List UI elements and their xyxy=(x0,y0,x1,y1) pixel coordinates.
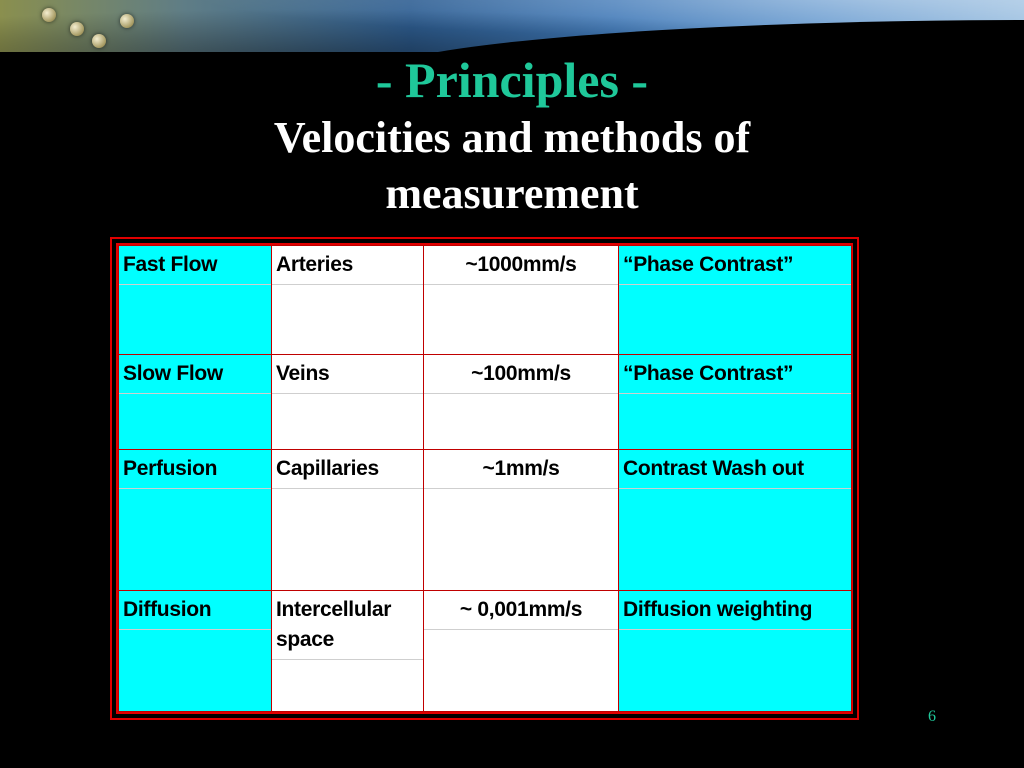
table-row xyxy=(119,355,852,450)
flow-type-label: Diffusion xyxy=(119,591,271,630)
circuit-dot-icon xyxy=(70,22,84,36)
method-label: “Phase Contrast” xyxy=(619,355,851,394)
slide-subtitle xyxy=(0,110,1024,222)
method-label: Contrast Wash out xyxy=(619,450,851,489)
velocity-value: ~100mm/s xyxy=(424,355,618,394)
flow-type-cell xyxy=(119,355,272,450)
flow-type-cell xyxy=(119,591,272,712)
table-frame xyxy=(110,237,859,720)
velocity-cell xyxy=(424,591,619,712)
velocity-table xyxy=(118,245,852,712)
vessel-label: Capillaries xyxy=(272,450,423,489)
vessel-cell xyxy=(272,246,424,355)
method-cell xyxy=(619,591,852,712)
velocity-cell xyxy=(424,450,619,591)
vessel-cell xyxy=(272,355,424,450)
vessel-label-line-1: Intercellular xyxy=(276,598,392,621)
velocity-value: ~ 0,001mm/s xyxy=(424,591,618,630)
velocity-cell xyxy=(424,246,619,355)
flow-type-label: Perfusion xyxy=(119,450,271,489)
header-banner xyxy=(0,0,1024,52)
flow-type-cell xyxy=(119,450,272,591)
table-row xyxy=(119,246,852,355)
vessel-label: Veins xyxy=(272,355,423,394)
vessel-cell xyxy=(272,450,424,591)
title-block xyxy=(0,52,1024,222)
circuit-dot-icon xyxy=(42,8,56,22)
page-number: 6 xyxy=(928,708,936,725)
table-inner-border xyxy=(116,243,853,714)
subtitle-line-1: Velocities and methods of xyxy=(273,113,751,162)
method-cell xyxy=(619,450,852,591)
vessel-cell xyxy=(272,591,424,712)
circuit-dot-icon xyxy=(92,34,106,48)
velocity-value: ~1mm/s xyxy=(424,450,618,489)
slide-title: - Principles - xyxy=(375,52,649,108)
velocity-value: ~1000mm/s xyxy=(424,246,618,285)
method-label: “Phase Contrast” xyxy=(619,246,851,285)
flow-type-cell xyxy=(119,246,272,355)
table-row xyxy=(119,591,852,712)
subtitle-line-2: measurement xyxy=(385,169,639,218)
circuit-dot-icon xyxy=(120,14,134,28)
method-label: Diffusion weighting xyxy=(619,591,851,630)
vessel-label-line-2: space xyxy=(276,628,335,651)
method-cell xyxy=(619,246,852,355)
flow-type-label: Slow Flow xyxy=(119,355,271,394)
flow-type-label: Fast Flow xyxy=(119,246,271,285)
table-row xyxy=(119,450,852,591)
method-cell xyxy=(619,355,852,450)
velocity-cell xyxy=(424,355,619,450)
vessel-label: Arteries xyxy=(272,246,423,285)
vessel-label xyxy=(272,591,423,660)
